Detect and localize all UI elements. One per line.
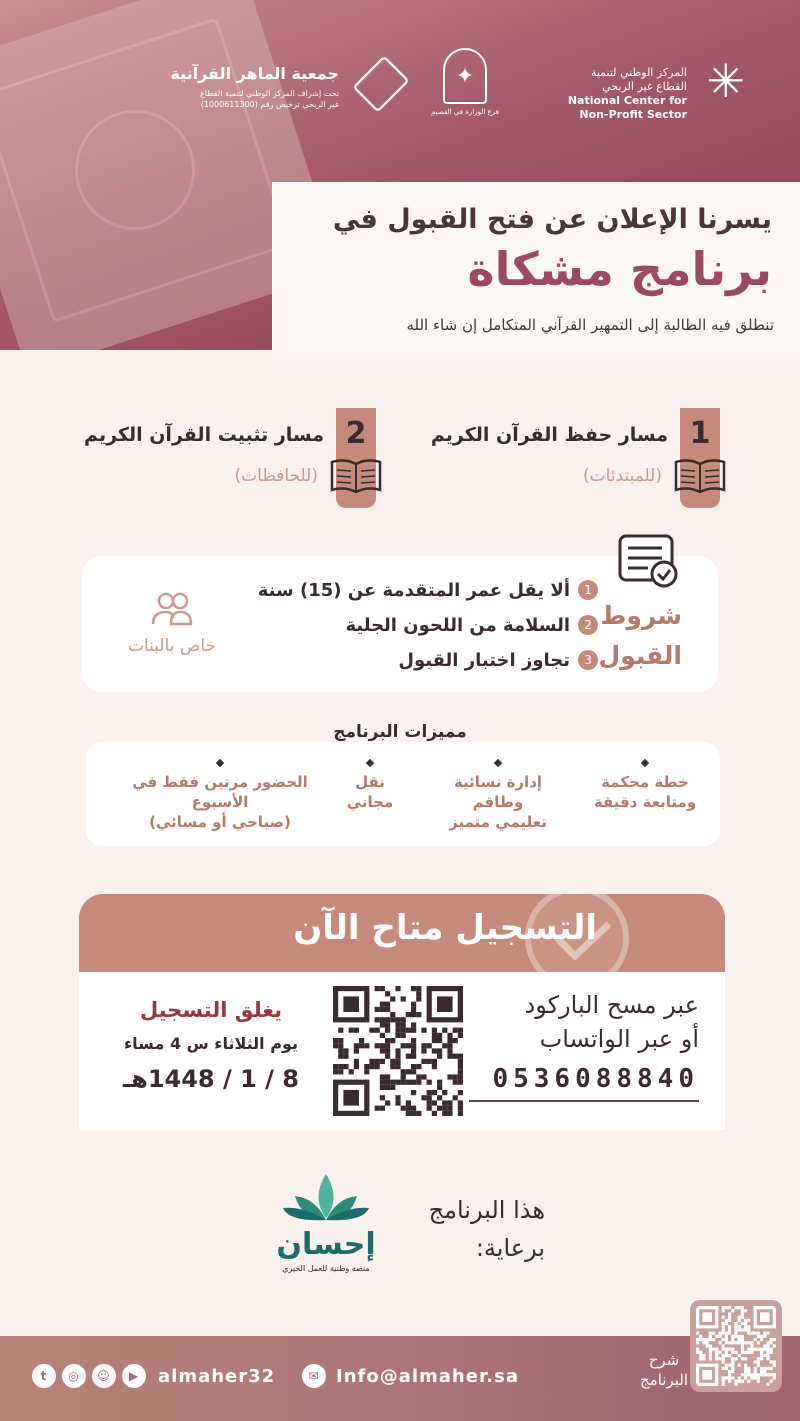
track-note: (للمبتدئات) xyxy=(583,466,662,486)
footer-bar xyxy=(0,1336,800,1421)
announcement-line: يسرنا الإعلان عن فتح القبول في xyxy=(332,204,772,235)
feature-item: إدارة نسائية وطاقم تعليمي متميز xyxy=(428,760,568,832)
list-item: 1 ألا يقل عمر المتقدمة عن (15) سنة xyxy=(258,574,598,606)
features-title: مميزات البرنامج xyxy=(333,722,467,742)
registration-header: التسجيل متاح الآن xyxy=(79,894,725,972)
twitter-icon[interactable]: t xyxy=(32,1364,56,1388)
ehsan-leaves-icon xyxy=(281,1170,371,1224)
registration-qr-code[interactable] xyxy=(333,986,463,1116)
maher-emblem-icon xyxy=(352,55,409,112)
features-card xyxy=(86,742,720,846)
feature-item: نقل مجاني xyxy=(340,760,400,812)
program-title: برنامج مشكاة xyxy=(467,242,772,296)
instagram-icon[interactable]: ◎ xyxy=(62,1364,86,1388)
registration-deadline: يغلق التسجيل يوم الثلاثاء س 4 مساء 8 / 1 / 1448هـ xyxy=(122,998,299,1093)
title-card xyxy=(272,182,800,360)
ministry-logo: ✦ فرع الوزارة في القصيم xyxy=(425,48,505,116)
list-item: 2 السلامة من اللحون الجلية xyxy=(258,609,598,641)
partner-logos: ✳ المركز الوطني لتنمية القطاع غير الربحي National Center for Non-Profit Sector ✦ فرع الوزارة في القصيم جمعية الماهر القرآنية تحت إشراف المركز الوطني لتنمية القطاع غير الربحي ترخيص رقم (1000611300) xyxy=(240,48,745,128)
track-number-badge: 1 xyxy=(680,408,720,508)
track-name: مسار حفظ القرآن الكريم xyxy=(430,424,668,446)
users-icon xyxy=(149,590,195,626)
feature-item: خطة محكمة ومتابعة دقيقة xyxy=(590,760,700,812)
snapchat-icon[interactable]: ☺ xyxy=(92,1364,116,1388)
track-memorization xyxy=(380,408,720,508)
social-handle[interactable]: t ◎ ☺ ▶ almaher32 xyxy=(32,1364,275,1388)
conditions-title: شروط القبول xyxy=(598,601,682,670)
list-item: 3 تجاوز اختبار القبول xyxy=(258,644,598,676)
track-note: (للحافظات) xyxy=(234,466,318,486)
track-consolidation xyxy=(36,408,376,508)
ncnp-star-icon: ✳ xyxy=(706,54,745,108)
program-tagline: تنطلق فيه الطالبة إلى التمهير القرآني المتكامل إن شاء الله xyxy=(406,316,774,334)
registration-body xyxy=(79,972,725,1130)
program-explainer-label: شرح البرنامج xyxy=(639,1351,688,1389)
program-explainer-qr-code[interactable] xyxy=(690,1300,782,1392)
checklist-document-icon xyxy=(618,534,680,590)
youtube-icon[interactable]: ▶ xyxy=(122,1364,146,1388)
open-book-icon xyxy=(328,458,384,494)
track-name: مسار تثبيت القرآن الكريم xyxy=(84,424,324,446)
ehsan-logo: إحسان منصة وطنية للعمل الخيري xyxy=(266,1170,386,1273)
ministry-emblem-icon: ✦ xyxy=(443,48,487,104)
track-number-badge: 2 xyxy=(336,408,376,508)
mail-icon: ✉ xyxy=(302,1364,326,1388)
whatsapp-phone-link[interactable]: 0536088840 xyxy=(469,1064,699,1102)
sponsor-section: هذا البرنامج برعاية: إحسان منصة وطنية للعمل الخيري xyxy=(0,1170,800,1290)
email-link[interactable]: ✉ Info@almaher.sa xyxy=(302,1364,519,1388)
conditions-list xyxy=(258,574,598,679)
feature-item: الحضور مرتين فقط في الأسبوع (صباحي أو مسائي) xyxy=(110,760,330,832)
registration-methods: عبر مسح الباركود أو عبر الواتساب 0536088840 xyxy=(469,988,699,1102)
admission-conditions-card xyxy=(82,556,718,692)
open-book-icon xyxy=(672,458,728,494)
girls-only-badge: خاص بالبنات xyxy=(112,590,232,656)
